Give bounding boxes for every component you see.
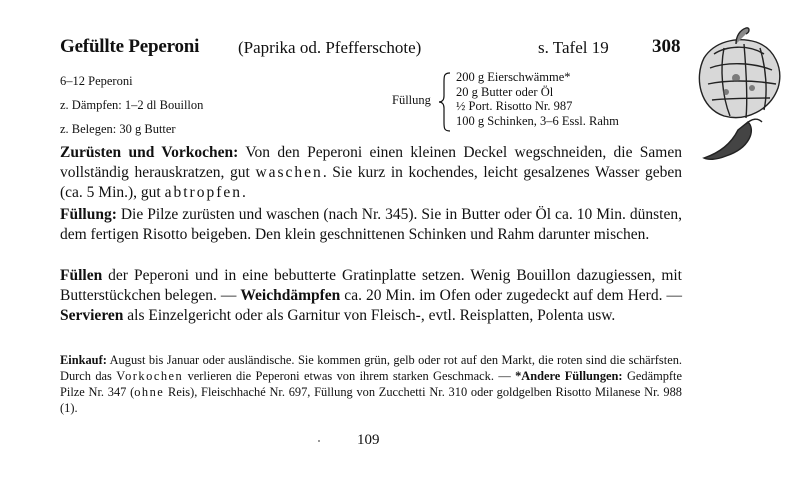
- note-text: verlieren die Peperoni etwas von ihrem starken Geschmack. —: [183, 369, 516, 383]
- prep-text: .: [242, 184, 246, 201]
- filling-ingredient-item: 20 g Butter oder Öl: [456, 84, 554, 99]
- stuffing-heading: Füllen: [60, 267, 103, 284]
- note-text: Gedämpfte Pilze Nr. 347 (: [60, 369, 682, 399]
- recipe-title: Gefüllte Peperoni: [60, 36, 200, 57]
- filling-ingredient-item: 200 g Eierschwämme*: [456, 70, 571, 84]
- serve-heading: Servieren: [60, 307, 124, 324]
- ingredients-list: [60, 69, 203, 141]
- filling-ingredient-item: ½ Port. Risotto Nr. 987: [456, 99, 573, 113]
- ingredient-item: 6–12 Peperoni: [60, 74, 133, 88]
- prep-emphasis-drain: abtropfen: [164, 184, 242, 201]
- page-number: 109: [357, 432, 380, 448]
- ingredient-item: z. Dämpfen: 1–2 dl Bouillon: [60, 98, 204, 112]
- prep-paragraph: [60, 143, 682, 203]
- stuffing-text: ca. 20 Min. im Ofen oder zugedeckt auf dem Herd. —: [340, 287, 682, 304]
- filling-ingredients-list: [456, 70, 619, 128]
- purchase-note: [60, 352, 682, 416]
- filling-text: Die Pilze zurüsten und waschen (nach Nr. 345). Sie in Butter oder Öl ca. 10 Min. dünsten, dem fertigen Risotto beigeben. Den klein geschnittenen Schinken und Rahm darunter mischen.: [60, 206, 682, 243]
- recipe-subtitle: (Paprika od. Pfefferschote): [238, 38, 422, 57]
- filling-label: Füllung: [392, 93, 431, 107]
- prep-emphasis-wash: waschen: [255, 164, 323, 181]
- prep-text: Von den Peperoni einen kleinen Deckel wegschneiden, die Samen vollständig herauskratzen, gut: [60, 144, 682, 181]
- curly-brace-icon: [438, 72, 452, 132]
- note-text: August bis Januar oder ausländische. Sie kommen grün, gelb oder rot auf den Markt, die roten sind die schärfsten. Durch das: [60, 353, 682, 383]
- plate-reference: s. Tafel 19: [538, 38, 609, 57]
- pepper-illustration: [686, 18, 786, 168]
- print-speck: [318, 440, 320, 442]
- purchase-heading: Einkauf:: [60, 353, 107, 367]
- note-emphasis-without: ohne: [134, 385, 165, 399]
- stuffing-text: der Peperoni und in eine bebutterte Gratinplatte setzen. Wenig Bouillon dazugiessen, mit Butterstückchen belegen. —: [60, 267, 682, 304]
- steam-heading: Weichdämpfen: [240, 287, 341, 304]
- note-text: Reis), Fleischhaché Nr. 697, Füllung von Zucchetti Nr. 310 oder goldgelben Risotto Milanese Nr. 988 (1).: [60, 385, 682, 415]
- filling-paragraph: [60, 205, 682, 245]
- prep-heading: Zurüsten und Vorkochen:: [60, 144, 239, 161]
- filling-ingredient-item: 100 g Schinken, 3–6 Essl. Rahm: [456, 113, 619, 128]
- stuffing-paragraph: [60, 266, 682, 326]
- stuffing-text: als Einzelgericht oder als Garnitur von Fleisch-, evtl. Reisplatten, Polenta usw.: [123, 307, 616, 324]
- ingredient-item: z. Belegen: 30 g Butter: [60, 122, 176, 136]
- recipe-number: 308: [652, 36, 681, 57]
- filling-heading: Füllung:: [60, 206, 117, 223]
- note-emphasis-precook: Vorkochen: [116, 369, 184, 383]
- alternative-fillings-heading: *Andere Füllungen:: [515, 369, 623, 383]
- prep-text: . Sie kurz in kochendes, leicht gesalzenes Wasser geben (ca. 5 Min.), gut: [60, 164, 682, 201]
